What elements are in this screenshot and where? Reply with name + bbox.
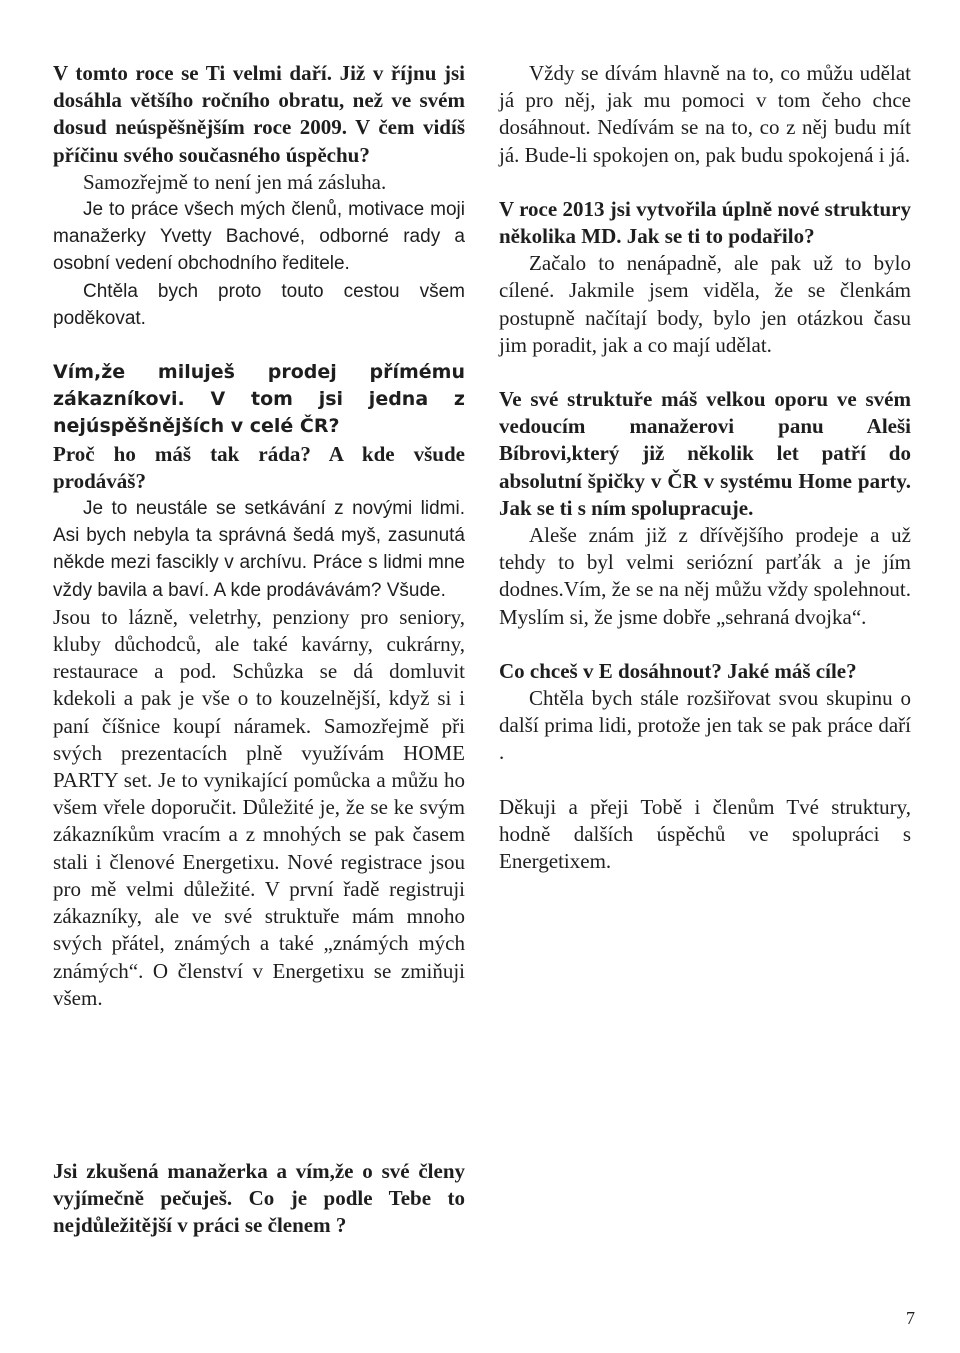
question-success-reason: V tomto roce se Ti velmi daří. Již v říjnu jsi dosáhla většího ročního obratu, než ve svém dosud neúspěšnějším roce 2009. V čem vidíš příčinu svého současného úspěchu? [53, 61, 465, 167]
page-number: 7 [906, 1308, 915, 1328]
answer-paragraph: Je to práce všech mých členů, motivace moji manažerky Yvetty Bachové, odborné rady a osobní vedení obchodního ředitele. [53, 199, 465, 275]
answer-paragraph: Je to neustále se setkávání z novými lidmi. Asi bych nebyla ta správná šedá myš, zasunutá někde mezi fascikly v archívu. Práce s lidmi mne vždy bavila a baví. A kde prodávávám? Všude. [53, 498, 465, 601]
right-column [499, 60, 911, 875]
answer-paragraph: Samozřejmě to není jen má zásluha. [83, 169, 387, 194]
answer-paragraph: Chtěla bych proto touto cestou všem poděkovat. [53, 280, 465, 329]
question-direct-sales: Vím,že miluješ prodej přímému zákazníkovi. V tom jsi jedna z nejúspěšnějších v celé ČR? [53, 361, 465, 438]
question-new-structures: V roce 2013 jsi vytvořila úplně nové struktury několika MD. Jak se ti to podařilo? [499, 196, 911, 249]
left-column [53, 60, 465, 1012]
question-goals: Co chceš v E dosáhnout? Jaké máš cíle? [499, 658, 857, 683]
answer-paragraph: Začalo to nenápadně, ale pak už to bylo cílené. Jakmile jsem viděla, že se členkám postupně načítají body, bylo jen otázkou času jim poradit, jak a co mají udělat. [499, 251, 911, 357]
closing-paragraph: Děkuji a přeji Tobě i členům Tvé struktury, hodně dalších úspěchů ve spolupráci s Energetixem. [499, 794, 911, 874]
answer-paragraph: Jsou to lázně, veletrhy, penziony pro seniory, kluby důchodců, ale také kavárny, cukrárny, restaurace a pod. Schůzka se dá domluvit kdekoli a pak je vše o to kouzelnější, když si i paní číšnice koupí náramek. Samozřejmě při svých prezentacích plně využívám HOME PARTY set. Je to vynikající pomůcka a můžu ho všem vřele doporučit. Důležité je, že se ke svým zákazníkům vracím a z mnohých se pak časem stali i členové Energetixu. Nové registrace jsou pro mě velmi důležité. V první řadě registruji zákazníky, ale ve své struktuře mám mnoho svých přátel, známých a také „známých mých známých“. O členství v Energetixu se zmiňuji všem. [53, 604, 465, 1010]
answer-paragraph: Vždy se dívám hlavně na to, co můžu udělat já pro něj, jak mu pomoci v tom čeho chce dosáhnout. Nedívám se na to, co z něj budu mít já. Bude-li spokojen on, pak budu spokojená i já. [499, 61, 911, 167]
bottom-left-question [53, 1158, 465, 1240]
question-member-care: Jsi zkušená manažerka a vím,že o své členy vyjímečně pečuješ. Co je podle Tebe to nejdůležitější v práci se členem ? [53, 1159, 465, 1238]
question-cooperation: Ve své struktuře máš velkou oporu ve svém vedoucím manažerovi panu Aleši Bíbrovi,který již několik let patří do absolutní špičky v ČR v systému Home party. Jak se ti s ním spolupracuje. [499, 387, 911, 520]
question-direct-sales-cont: Proč ho máš tak ráda? A kde všude prodáváš? [53, 441, 465, 493]
answer-paragraph: Aleše znám již z dřívějšího prodeje a už tehdy to byl velmi seriózní parťák a je jím dodnes.Vím, že se na něj můžu vždy spolehnout. Myslím si, že jsme dobře „sehraná dvojka“. [499, 523, 911, 629]
answer-paragraph: Chtěla bych stále rozšiřovat svou skupinu o další prima lidi, protože jen tak se pak práce daří . [499, 686, 911, 765]
